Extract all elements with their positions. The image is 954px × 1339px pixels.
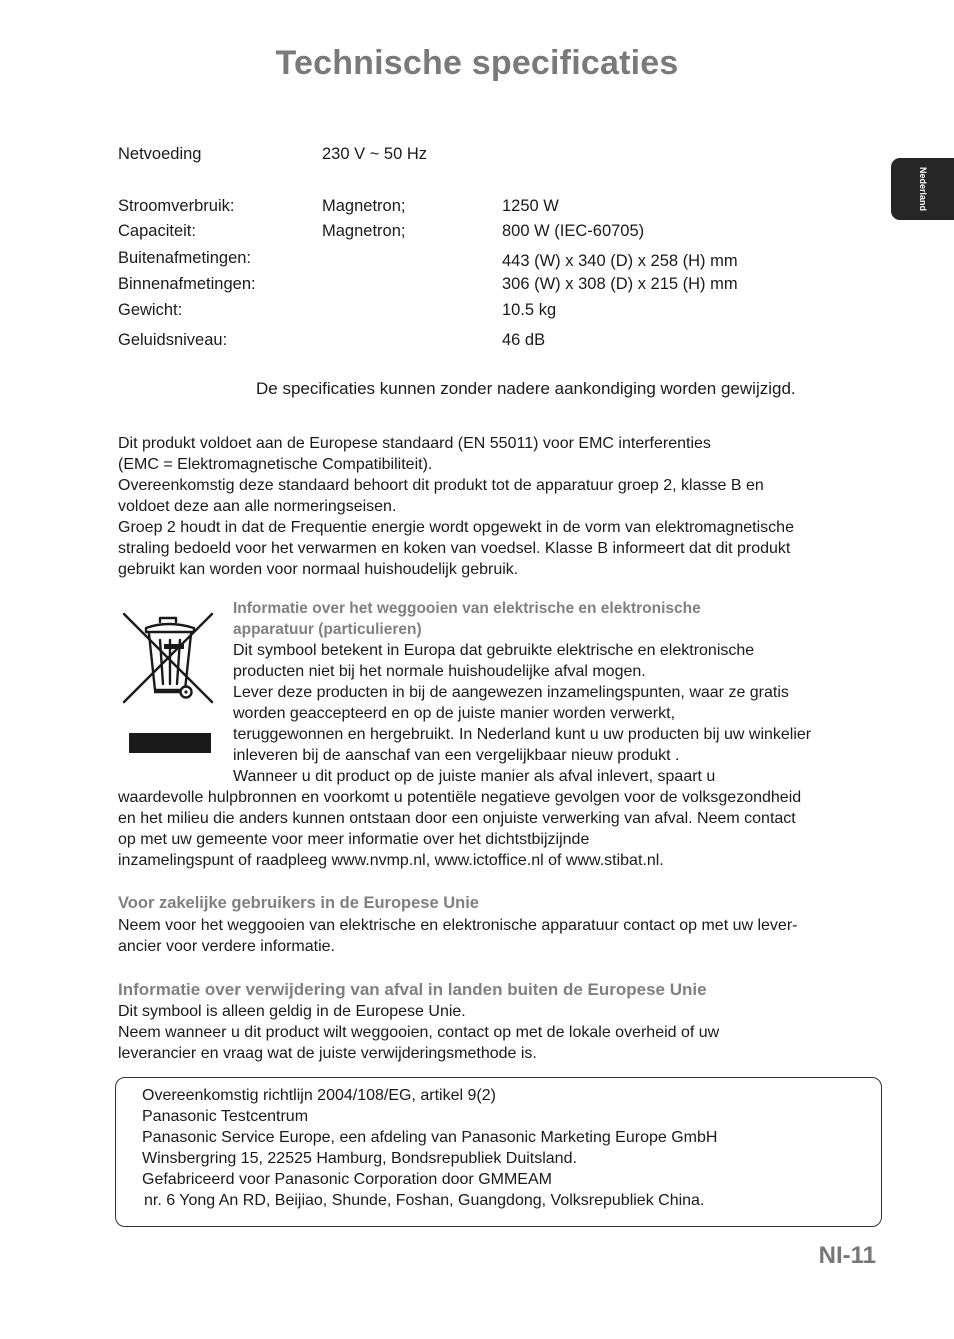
- declaration-line: Overeenkomstig richtlijn 2004/108/EG, artikel 9(2): [142, 1087, 496, 1104]
- solid-bar-mark: [129, 733, 211, 753]
- spec-label-stroomverbruik: Stroomverbruik:: [118, 197, 235, 215]
- spec-value-netvoeding: 230 V ~ 50 Hz: [322, 145, 428, 163]
- language-tab: [891, 158, 954, 220]
- spec-label-buitenafmetingen: Buitenafmetingen:: [118, 249, 252, 267]
- spec-value-buitenafmetingen: 443 (W) x 340 (D) x 258 (H) mm: [502, 252, 738, 270]
- disposal-line: producten niet bij het normale huishoudelijke afval mogen.: [233, 663, 646, 680]
- disposal-line: waardevolle hulpbronnen en voorkomt u potentiële negatieve gevolgen voor de volksgezondheid: [118, 789, 802, 806]
- spec-label-netvoeding: Netvoeding: [118, 145, 202, 163]
- disposal-line: op met uw gemeente voor meer informatie over het dichtstbijzijnde: [118, 831, 590, 848]
- spec-label-capaciteit: Capaciteit:: [118, 222, 196, 240]
- spec-value-geluidsniveau: 46 dB: [502, 331, 546, 349]
- disposal-line: Dit symbool betekent in Europa dat gebruikte elektrische en elektronische: [233, 642, 755, 659]
- disposal-line: Wanneer u dit product op de juiste manier als afval inlevert, spaart u: [233, 768, 716, 785]
- spec-sub-stroomverbruik: Magnetron;: [322, 197, 406, 215]
- outside-eu-line: Neem wanneer u dit product wilt weggooien, contact op met de lokale overheid of uw: [118, 1024, 720, 1041]
- page-title: Technische specificaties: [275, 44, 679, 82]
- emc-line: Groep 2 houdt in dat de Frequentie energie wordt opgewekt in de vorm van elektromagnetische: [118, 519, 794, 536]
- emc-line: Overeenkomstig deze standaard behoort dit produkt tot de apparatuur groep 2, klasse B en: [118, 477, 764, 494]
- disposal-heading: apparatuur (particulieren): [233, 621, 422, 638]
- outside-eu-heading: Informatie over verwijdering van afval in landen buiten de Europese Unie: [118, 980, 707, 999]
- spec-value-stroomverbruik: 1250 W: [502, 197, 559, 215]
- disposal-line: worden geaccepteerd en op de juiste manier worden verwerkt,: [233, 705, 676, 722]
- business-heading: Voor zakelijke gebruikers in de Europese Unie: [118, 894, 479, 912]
- emc-line: straling bedoeld voor het verwarmen en koken van voedsel. Klasse B informeert dat dit produkt: [118, 540, 791, 557]
- page-number: NI-11: [818, 1242, 876, 1269]
- crossed-out-bin-icon: [118, 608, 218, 708]
- declaration-line: Gefabriceerd voor Panasonic Corporation door GMMEAM: [142, 1171, 552, 1188]
- spec-label-geluidsniveau: Geluidsniveau:: [118, 331, 228, 349]
- spec-label-binnenafmetingen: Binnenafmetingen:: [118, 275, 256, 293]
- spec-label-gewicht: Gewicht:: [118, 301, 183, 319]
- spec-value-binnenafmetingen: 306 (W) x 308 (D) x 215 (H) mm: [502, 275, 738, 293]
- emc-line: gebruikt kan worden voor normaal huishoudelijk gebruik.: [118, 561, 519, 578]
- disposal-line: en het milieu die anders kunnen ontstaan door een onjuiste verwerking van afval. Neem contact: [118, 810, 796, 827]
- disposal-line: inzamelingspunt of raadpleeg www.nvmp.nl, www.ictoffice.nl of www.stibat.nl.: [118, 852, 664, 869]
- disposal-line: teruggewonnen en hergebruikt. In Nederland kunt u uw producten bij uw winkelier: [233, 726, 812, 743]
- language-tab-label: Nederland: [918, 166, 928, 211]
- spec-value-capaciteit: 800 W (IEC-60705): [502, 222, 645, 240]
- spec-sub-capaciteit: Magnetron;: [322, 222, 406, 240]
- business-line: ancier voor verdere informatie.: [118, 938, 335, 955]
- declaration-line: Panasonic Testcentrum: [142, 1108, 309, 1125]
- disposal-heading: Informatie over het weggooien van elektrische en elektronische: [233, 600, 701, 617]
- disposal-line: inleveren bij de aanschaf van een vergelijkbaar nieuw produkt .: [233, 747, 680, 764]
- declaration-line: nr. 6 Yong An RD, Beijiao, Shunde, Foshan, Guangdong, Volksrepubliek China.: [144, 1192, 705, 1209]
- emc-line: voldoet deze aan alle normeringseisen.: [118, 498, 397, 515]
- disposal-line: Lever deze producten in bij de aangewezen inzamelingspunten, waar ze gratis: [233, 684, 789, 701]
- declaration-line: Panasonic Service Europe, een afdeling van Panasonic Marketing Europe GmbH: [142, 1129, 718, 1146]
- business-line: Neem voor het weggooien van elektrische en elektronische apparatuur contact op met uw lever-: [118, 917, 798, 934]
- outside-eu-line: Dit symbool is alleen geldig in de Europese Unie.: [118, 1003, 466, 1020]
- outside-eu-line: leverancier en vraag wat de juiste verwijderingsmethode is.: [118, 1045, 537, 1062]
- declaration-line: Winsbergring 15, 22525 Hamburg, Bondsrepubliek Duitsland.: [142, 1150, 577, 1167]
- spec-value-gewicht: 10.5 kg: [502, 301, 557, 319]
- emc-line: (EMC = Elektromagnetische Compatibiliteit).: [118, 456, 433, 473]
- emc-line: Dit produkt voldoet aan de Europese standaard (EN 55011) voor EMC interferenties: [118, 435, 711, 452]
- spec-notice: De specificaties kunnen zonder nadere aankondiging worden gewijzigd.: [256, 379, 796, 398]
